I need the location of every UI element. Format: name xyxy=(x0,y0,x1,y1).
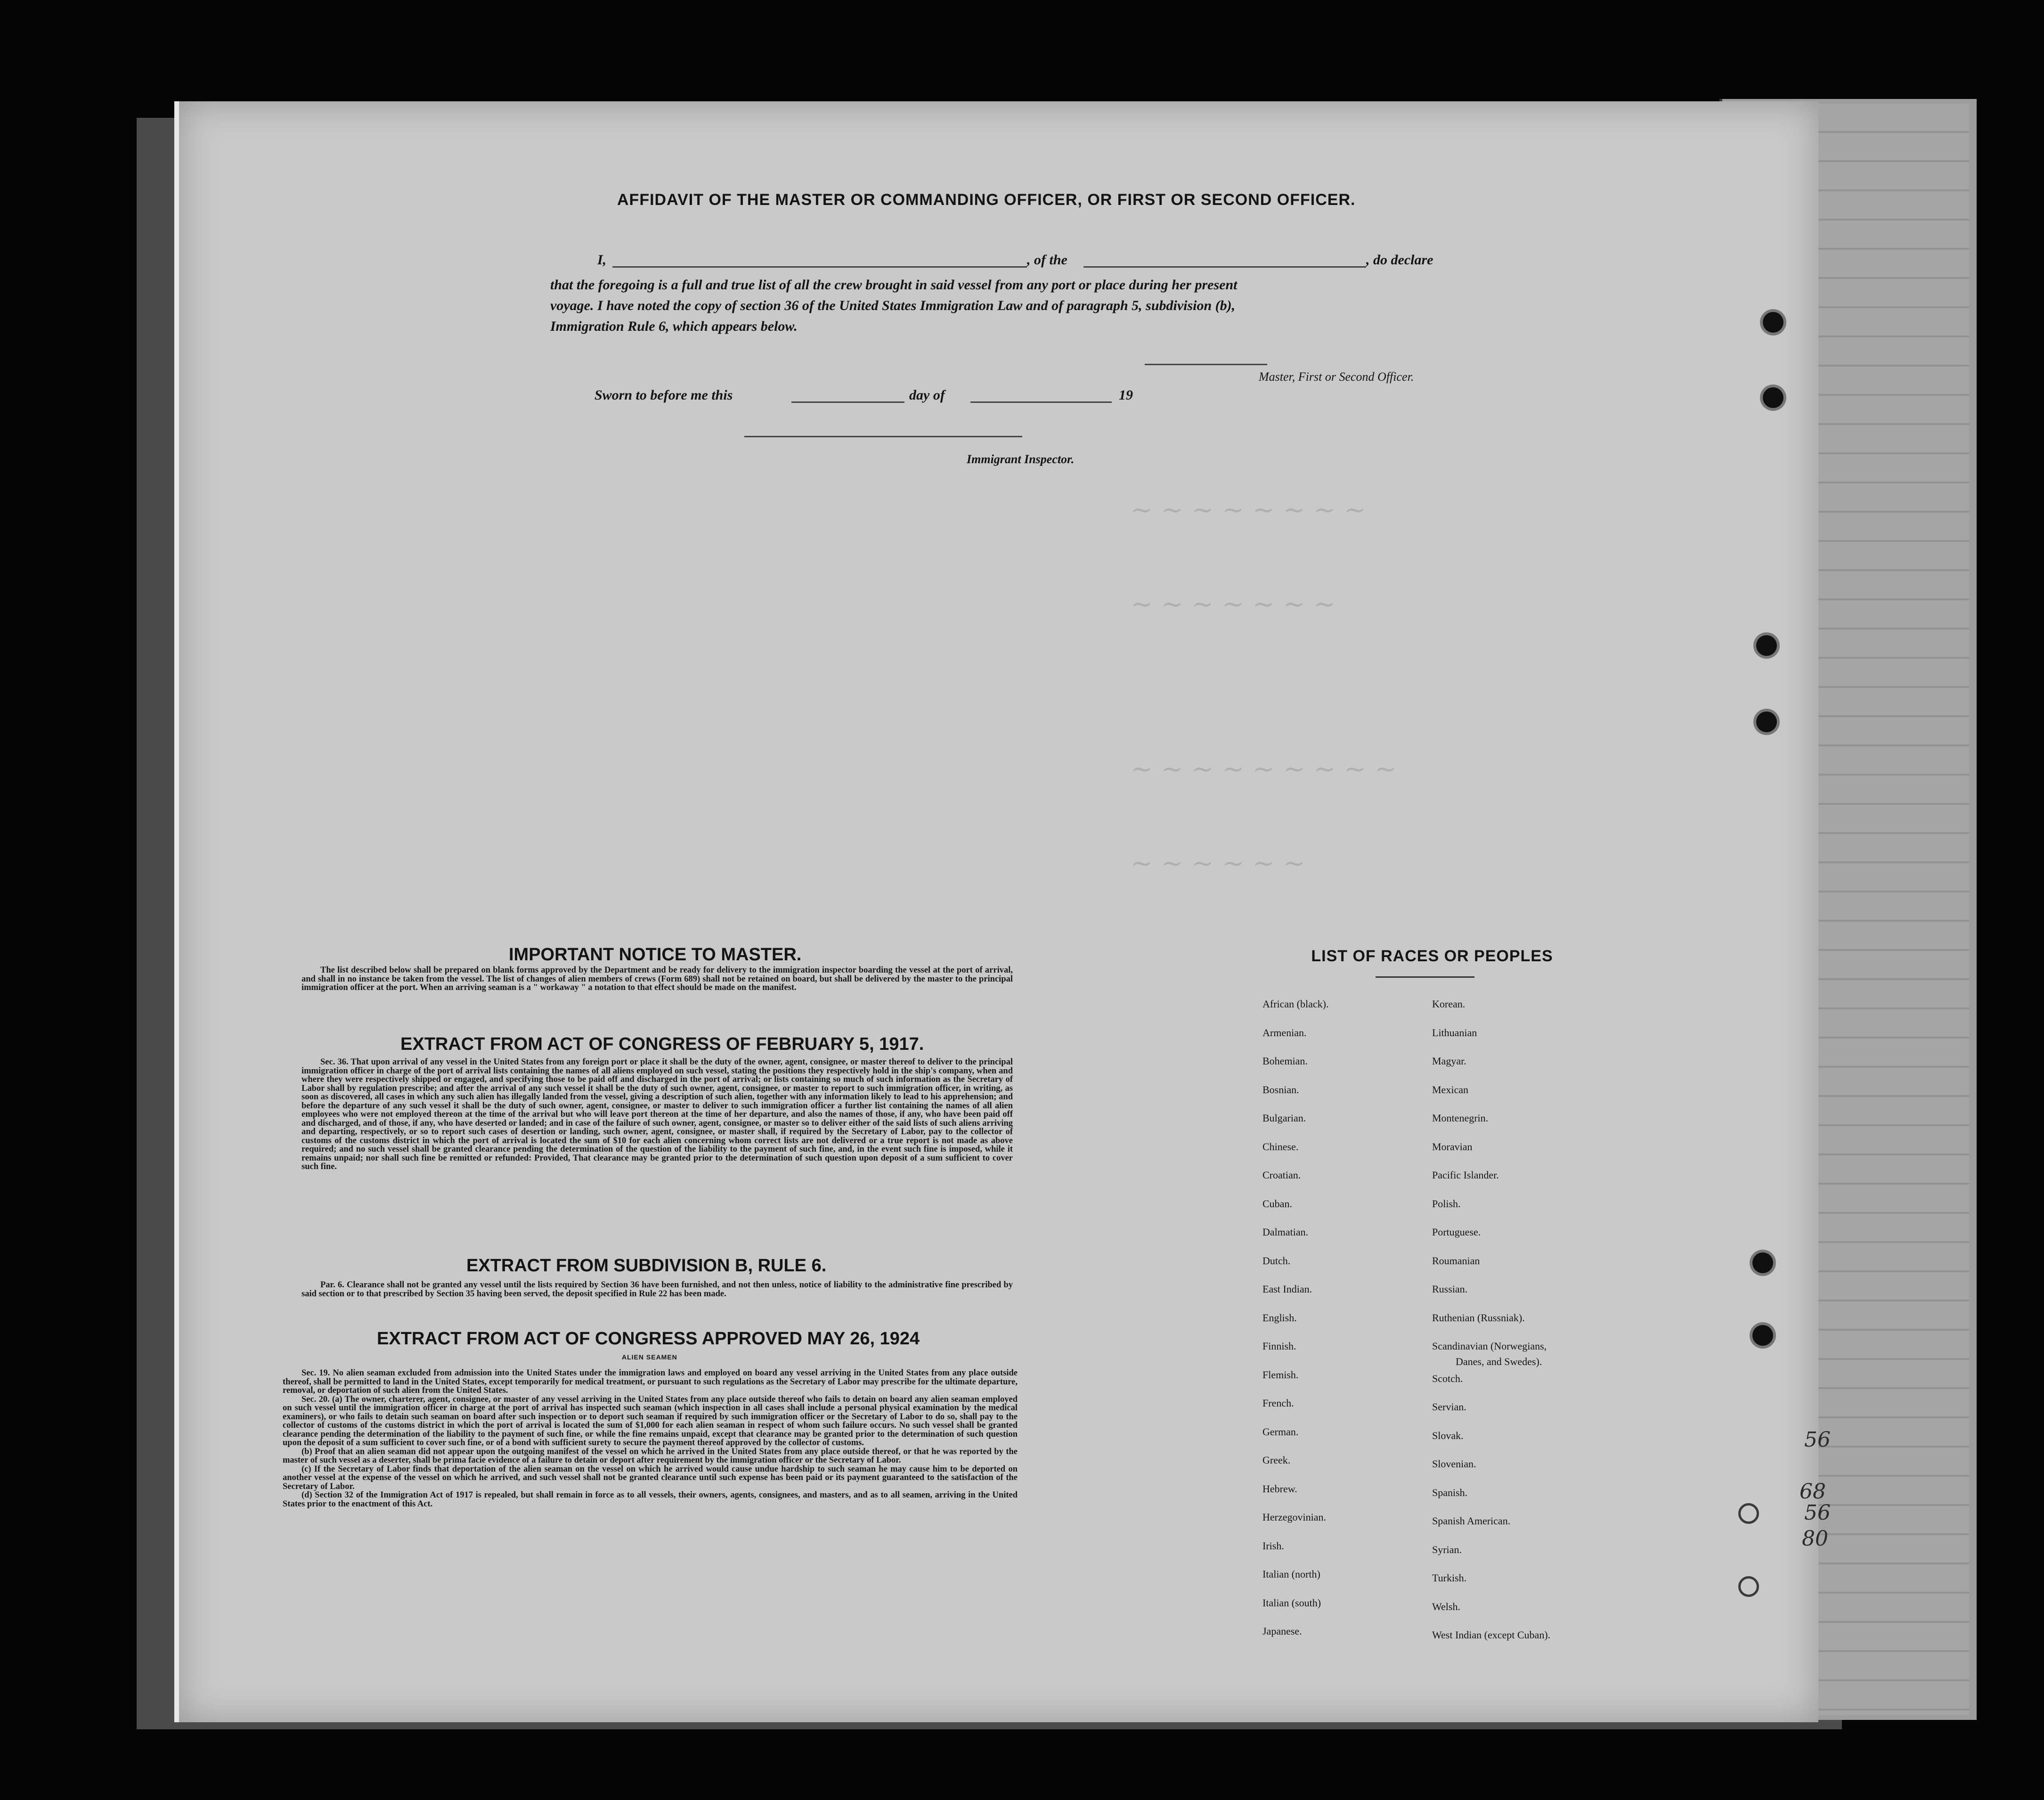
back-manifest-ruled-edge xyxy=(1804,104,1969,1715)
races-title: LIST OF RACES OR PEOPLES xyxy=(1311,947,1553,965)
extract-1924-text xyxy=(283,1369,1018,1508)
extract-1917-text xyxy=(301,1058,1013,1171)
inspector-blank-line xyxy=(744,436,1022,437)
race-item-continuation: Danes, and Swedes). xyxy=(1456,1356,1542,1367)
alien-seamen-subtitle: ALIEN SEAMEN xyxy=(622,1353,677,1361)
extract-1924-title: EXTRACT FROM ACT OF CONGRESS APPROVED MAY 26, 1924 xyxy=(377,1329,920,1349)
race-item: Turkish. xyxy=(1432,1572,1467,1584)
race-item: English. xyxy=(1262,1311,1297,1324)
day-blank-line xyxy=(791,401,904,403)
race-item: Mexican xyxy=(1432,1083,1468,1096)
race-item: African (black). xyxy=(1262,998,1329,1010)
race-item: Montenegrin. xyxy=(1432,1112,1489,1124)
section-19-paragraph: Sec. 19. No alien seaman excluded from admission into the United States under the immigration laws and employed on board any vessel arriving in the United States from any place outside thereof, shall be permitted to land in the United States, except temporarily for medical treatment, or pursuant to such regulations as the Secretary of Labor may prescribe for the ultimate departure, removal, or deportation of such alien from the United States. xyxy=(283,1368,1018,1395)
binder-hole xyxy=(1738,1503,1759,1524)
race-item: Portuguese. xyxy=(1432,1226,1481,1238)
section-20b-paragraph: (b) Proof that an alien seaman did not appear upon the outgoing manifest of the vessel on which he arrived in the United States from any place outside thereof, or that he was reported by the master of such vessel as a deserter, shall be prima facie evidence of a failure to detain or deport after requirement by the immigration officer or the Secretary of Labor. xyxy=(283,1447,1018,1465)
binder-hole xyxy=(1738,1576,1759,1597)
bleed-through-handwriting: ~ ~ ~ ~ ~ ~ ~ xyxy=(1131,589,1336,620)
race-item: Polish. xyxy=(1432,1197,1461,1210)
affidavit-line-4: Immigration Rule 6, which appears below. xyxy=(550,319,798,334)
race-item: Pacific Islander. xyxy=(1432,1169,1499,1181)
notice-paragraph: The list described below shall be prepared on blank forms approved by the Department and be ready for delivery to the immigration inspector boarding the vessel at the port of arrival, and shall in no instance be taken from the vessel. The list of changes of alien members of crews (Form 689) shall not be retained on board, but shall be delivered by the master to the principal immigration officer at the port. When an arriving seaman is a " workaway " a notation to that effect should be made on the manifest. xyxy=(301,965,1013,992)
month-blank-line xyxy=(970,401,1112,403)
races-title-underline xyxy=(1376,976,1474,978)
race-item: Chinese. xyxy=(1262,1140,1299,1153)
binder-hole xyxy=(1752,1252,1773,1273)
bleed-through-handwriting: ~ ~ ~ ~ ~ ~ ~ ~ xyxy=(1131,495,1366,525)
binder-hole xyxy=(1763,312,1783,333)
affidavit-declare-label: , do declare xyxy=(1366,252,1433,268)
race-item: Slovenian. xyxy=(1432,1458,1476,1470)
binder-hole xyxy=(1756,635,1777,656)
race-item: Dutch. xyxy=(1262,1254,1291,1267)
race-item: Servian. xyxy=(1432,1401,1466,1413)
extract-rule6-text xyxy=(301,1281,1013,1298)
race-item: Finnish. xyxy=(1262,1340,1296,1352)
day-of-label: day of xyxy=(909,387,945,403)
notice-text xyxy=(301,966,1013,992)
section-20c-paragraph: (c) If the Secretary of Labor finds that deportation of the alien seaman on the vessel on which he arrived would cause undue hardship to such seaman he may cause him to be deported on another vessel at the expense of the vessel on which he arrived, and such vessel shall not be granted clearance until such expense has been paid or its payment guaranteed to the satisfaction of the Secretary of Labor. xyxy=(283,1464,1018,1491)
margin-handwritten-number: 56 xyxy=(1804,1501,1831,1525)
vessel-blank-line xyxy=(1083,266,1366,268)
race-item: West Indian (except Cuban). xyxy=(1432,1629,1551,1641)
race-item: German. xyxy=(1262,1425,1299,1438)
race-item: Russian. xyxy=(1432,1283,1468,1295)
race-item: Italian (north) xyxy=(1262,1568,1320,1580)
race-item: Lithuanian xyxy=(1432,1026,1477,1039)
year-prefix: 19 xyxy=(1119,387,1133,403)
section-20d-paragraph: (d) Section 32 of the Immigration Act of 1917 is repealed, but shall remain in force as to all vessels, their owners, agents, consignees, and masters, and as to all seamen, arriving in the United States prior to the enactment of this Act. xyxy=(283,1490,1018,1509)
margin-handwritten-number: 80 xyxy=(1802,1527,1828,1551)
race-item: Roumanian xyxy=(1432,1254,1480,1267)
race-item: Syrian. xyxy=(1432,1543,1462,1555)
race-item: Moravian xyxy=(1432,1140,1473,1153)
race-item: Cuban. xyxy=(1262,1197,1292,1210)
race-item: East Indian. xyxy=(1262,1283,1312,1295)
signature-blank-line xyxy=(1145,364,1267,365)
race-item: French. xyxy=(1262,1397,1294,1409)
affidavit-title: AFFIDAVIT OF THE MASTER OR COMMANDING OFFICER, OR FIRST OR SECOND OFFICER. xyxy=(617,191,1356,209)
race-item: Bosnian. xyxy=(1262,1083,1299,1096)
race-item: Greek. xyxy=(1262,1454,1291,1466)
race-item: Ruthenian (Russniak). xyxy=(1432,1311,1525,1324)
race-item: Herzegovinian. xyxy=(1262,1511,1326,1523)
binder-hole xyxy=(1763,387,1783,408)
race-item: Spanish American. xyxy=(1432,1515,1511,1527)
race-item: Magyar. xyxy=(1432,1055,1466,1067)
race-item: Flemish. xyxy=(1262,1368,1299,1381)
name-blank-line xyxy=(612,266,1027,268)
affidavit-line-2: that the foregoing is a full and true list of all the crew brought in said vessel from any port or place during her present xyxy=(550,277,1238,293)
race-item: Japanese. xyxy=(1262,1625,1302,1637)
race-item: Spanish. xyxy=(1432,1486,1468,1498)
race-item: Korean. xyxy=(1432,998,1466,1010)
race-item: Slovak. xyxy=(1432,1429,1464,1441)
affidavit-of-the-label: , of the xyxy=(1027,252,1067,268)
margin-handwritten-number: 56 xyxy=(1804,1428,1831,1452)
notice-title: IMPORTANT NOTICE TO MASTER. xyxy=(509,945,802,965)
extract-1917-title: EXTRACT FROM ACT OF CONGRESS OF FEBRUARY 5, 1917. xyxy=(400,1034,924,1054)
bleed-through-handwriting: ~ ~ ~ ~ ~ ~ ~ ~ ~ xyxy=(1131,754,1397,785)
section-20a-paragraph: Sec. 20. (a) The owner, charterer, agent, consignee, or master of any vessel arriving in the United States from any place outside thereof who fails to detain on board any alien seaman employed on such vessel until the immigration officer in charge at the port of arrival has inspected such seaman (which inspection in all cases shall include a personal physical examination by the medical examiners), or who fails to detain such seaman on board after such inspection or to deport such seaman if required by such immigration officer or the Secretary of Labor to do so, shall pay to the collector of customs of the customs district in which the port of arrival is located the sum of $1,000 for each alien seaman in respect of whom such failure occurs. No such vessel shall be granted clearance pending the determination of the liability to the payment of such fine, or while the fine remains unpaid, except that clearance may be granted prior to the determination of such question upon the deposit of a sum sufficient to cover such fine, or of a bond with sufficient surety to secure the payment thereof approved by the collector of customs. xyxy=(283,1394,1018,1448)
binder-hole xyxy=(1756,712,1777,732)
race-item: Dalmatian. xyxy=(1262,1226,1309,1238)
race-item: Irish. xyxy=(1262,1539,1284,1552)
race-item: Croatian. xyxy=(1262,1169,1301,1181)
section-36-paragraph: Sec. 36. That upon arrival of any vessel in the United States from any foreign port or place it shall be the duty of the owner, agent, consignee, or master thereof to deliver to the principal immigration officer in charge of the port of arrival lists containing the names of all aliens employed on such vessel, stating the positions they respectively hold in the ship's company, when and where they were respectively shipped or engaged, and specifying those to be paid off and discharged in the port of arrival; or lists containing so much of such information as the Secretary of Labor shall by regulation prescribe; and after the arrival of any such vessel it shall be the duty of such owner, agent, consignee, or master to report to such immigration officer, in writing, as soon as discovered, all cases in which any such alien has illegally landed from the vessel, giving a description of such alien, together with any information likely to lead to his apprehension; and before the departure of any such vessel it shall be the duty of such owner, agent, consignee, or master to deliver to such immigration officer a further list containing the names of all alien employees who were not employed thereon at the time of the arrival but who will leave port thereon at the time of her departure, and also the names of those, if any, who have been paid off and discharged, and of those, if any, who have deserted or landed; and in case of the failure of such owner, agent, consignee, or master so to deliver either of the said lists of such aliens arriving and departing, respectively, or so to report such cases of desertion or landing, such owner, agent, consignee, or master shall, if required by the Secretary of Labor, pay to the collector of customs of the customs district in which the port of arrival is located the sum of $10 for each alien concerning whom correct lists are not delivered or a true report is not made as above required; and no such vessel shall be granted clearance pending the determination of the question of the liability to the payment of such fine, and, in the event such fine is imposed, while it remains unpaid; nor shall such fine be remitted or refunded: Provided, That clearance may be granted prior to the determination of such question upon deposit of a sum sufficient to cover such fine. xyxy=(301,1057,1013,1171)
race-item: Scotch. xyxy=(1432,1372,1463,1384)
race-item: Bulgarian. xyxy=(1262,1112,1306,1124)
affidavit-i-label: I, xyxy=(597,252,607,268)
signature-label: Master, First or Second Officer. xyxy=(1259,370,1414,384)
bleed-through-handwriting: ~ ~ ~ ~ ~ ~ xyxy=(1131,848,1305,879)
binder-hole xyxy=(1752,1325,1773,1346)
race-item: Scandinavian (Norwegians, xyxy=(1432,1340,1547,1352)
inspector-label: Immigrant Inspector. xyxy=(967,452,1075,466)
race-item: Armenian. xyxy=(1262,1026,1307,1039)
race-item: Welsh. xyxy=(1432,1600,1460,1612)
rule-6-paragraph: Par. 6. Clearance shall not be granted any vessel until the lists required by Section 36 have been furnished, and not then unless, notice of liability to the administrative fine prescribed by said section or to that prescribed by Section 35 having been served, the deposit specified in Rule 22 has been made. xyxy=(301,1280,1013,1299)
margin-handwritten-number: 68 xyxy=(1800,1480,1826,1504)
sworn-label: Sworn to before me this xyxy=(594,387,733,403)
affidavit-line-3: voyage. I have noted the copy of section 36 of the United States Immigration Law and of paragraph 5, subdivision (b), xyxy=(550,298,1236,313)
race-item: Hebrew. xyxy=(1262,1482,1297,1495)
race-item: Italian (south) xyxy=(1262,1596,1321,1609)
extract-rule6-title: EXTRACT FROM SUBDIVISION B, RULE 6. xyxy=(466,1256,827,1276)
race-item: Bohemian. xyxy=(1262,1055,1308,1067)
